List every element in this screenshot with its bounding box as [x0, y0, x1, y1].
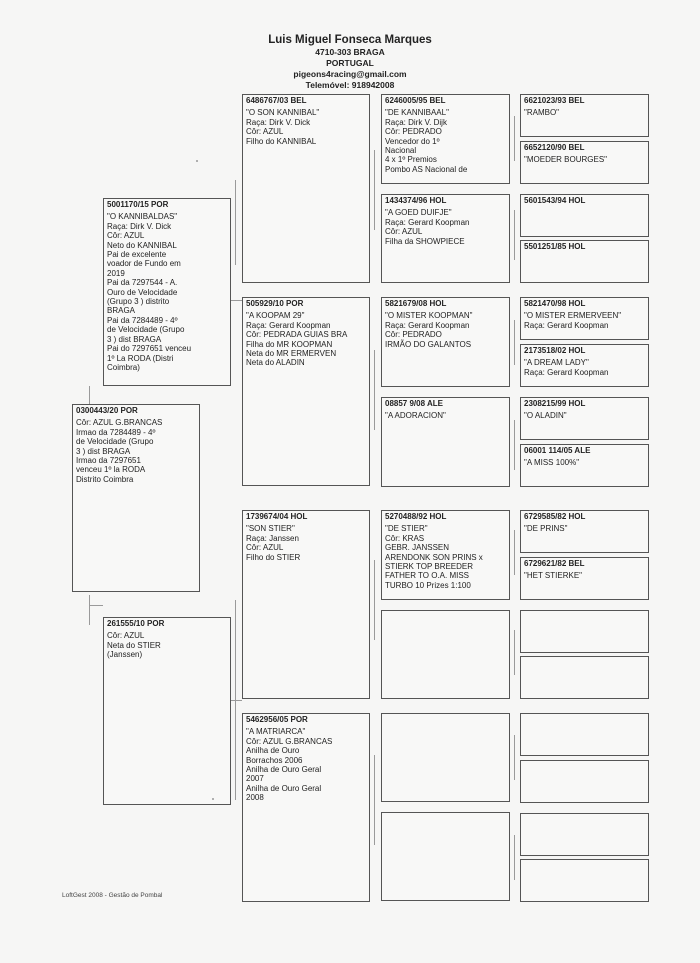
info-line: "O ALADIN" — [524, 411, 567, 421]
breeder-name: Luis Miguel Fonseca Marques — [268, 34, 432, 46]
info-line: Filha da SHOWPIECE — [385, 236, 465, 246]
ring-number: 2173518/02 HOL — [524, 346, 586, 355]
info-line: (Janssen) — [107, 650, 143, 660]
info-line: Neta do MR ERMERVEN — [246, 349, 337, 359]
info-line: "O KANNIBALDAS" — [107, 212, 178, 222]
ring-number: 505929/10 POR — [246, 299, 304, 308]
info-line: "O SON KANNIBAL" — [246, 108, 320, 118]
info-line: Côr: AZUL — [246, 543, 284, 553]
info-line: Pombo AS Nacional de — [385, 164, 468, 174]
pedigree-gen5-box-empty — [520, 760, 649, 803]
breeder-address: 4710-303 BRAGA — [315, 47, 385, 57]
info-line: "A GOED DUIFJE" — [385, 208, 452, 218]
ring-number: 1434374/96 HOL — [385, 196, 447, 205]
info-line: Pai do 7297651 venceu — [107, 344, 192, 354]
info-line: Côr: AZUL — [107, 231, 145, 241]
ring-number: 6621023/93 BEL — [524, 96, 585, 105]
info-line: Raça: Gerard Koopman — [524, 320, 609, 330]
info-line: Côr: AZUL — [385, 227, 423, 237]
info-line: ARENDONK SON PRINS x — [385, 552, 483, 562]
info-line: Raça: Gerard Koopman — [246, 320, 331, 330]
connector-line — [514, 420, 515, 470]
ring-number: 6652120/90 BEL — [524, 143, 585, 152]
info-line: BRAGA — [107, 306, 136, 316]
ring-number: 5270488/92 HOL — [385, 512, 447, 521]
connector-line — [514, 320, 515, 365]
pedigree-gen5-box — [520, 194, 649, 237]
info-line: Raça: Janssen — [246, 533, 299, 543]
pedigree-gen4-box-empty — [381, 713, 510, 802]
info-line: Distrito Coimbra — [76, 474, 134, 484]
ring-number: 08857 9/08 ALE — [385, 399, 443, 408]
ring-number: 6729621/82 BEL — [524, 559, 585, 568]
info-line: "RAMBO" — [524, 108, 560, 118]
ring-number: 5462956/05 POR — [246, 715, 308, 724]
info-line: Anilha de Ouro — [246, 746, 300, 756]
pedigree-gen5-box — [520, 397, 649, 440]
info-line: Pai da 7297544 - A. — [107, 278, 178, 288]
info-line: Côr: PEDRADA GUIAS BRA — [246, 330, 348, 340]
info-line: Irmao da 7284489 - 4º — [76, 427, 156, 437]
ring-number: 5601543/94 HOL — [524, 196, 586, 205]
pedigree-maternal-grandfather — [242, 510, 370, 699]
pedigree-gen5-box-empty — [520, 859, 649, 902]
pedigree-gen5-box — [520, 510, 649, 553]
ring-number: 06001 114/05 ALE — [524, 446, 591, 455]
ring-number: 0300443/20 POR — [76, 406, 138, 415]
info-line: "DE PRINS" — [524, 524, 568, 534]
pedigree-gen5-box-empty — [520, 813, 649, 856]
info-line: "O MISTER KOOPMAN" — [385, 311, 473, 321]
scan-speck — [212, 798, 214, 800]
info-line: de Velocidade (Grupo — [76, 437, 154, 447]
info-line: Filho do KANNIBAL — [246, 136, 317, 146]
info-line: "A MISS 100%" — [524, 458, 580, 468]
pedigree-gen4-box — [381, 94, 510, 184]
info-line: Filha do MR KOOPMAN — [246, 339, 333, 349]
info-line: "DE STIER" — [385, 524, 428, 534]
info-line: Neto do KANNIBAL — [107, 240, 177, 250]
connector-line — [374, 755, 375, 845]
connector-line — [89, 595, 90, 625]
info-line: "SON STIER" — [246, 524, 295, 534]
info-line: IRMÃO DO GALANTOS — [385, 339, 472, 349]
info-line: Coimbra) — [107, 362, 140, 372]
pedigree-gen4-box-empty — [381, 812, 510, 901]
connector-line — [514, 530, 515, 575]
info-line: "O MISTER ERMERVEEN" — [524, 311, 622, 321]
info-line: de Velocidade (Grupo — [107, 325, 185, 335]
info-line: Borrachos 2006 — [246, 755, 303, 765]
info-line: Filho do STIER — [246, 552, 301, 562]
ring-number: 5821679/08 HOL — [385, 299, 447, 308]
info-line: Côr: AZUL G.BRANCAS — [76, 418, 163, 428]
ring-number: 6246005/95 BEL — [385, 96, 446, 105]
info-line: Côr: PEDRADO — [385, 330, 442, 340]
pedigree-maternal-grandmother — [242, 713, 370, 902]
pedigree-gen5-box — [520, 344, 649, 387]
pedigree-paternal-grandfather — [242, 94, 370, 283]
pedigree-gen4-box — [381, 397, 510, 487]
info-line: Côr: AZUL G.BRANCAS — [246, 736, 333, 746]
info-line: Côr: KRAS — [385, 533, 425, 543]
pedigree-gen5-box-empty — [520, 713, 649, 756]
info-line: "A MATRIARCA" — [246, 727, 306, 737]
info-line: Raça: Gerard Koopman — [385, 217, 470, 227]
info-line: TURBO 10 Prizes 1:100 — [385, 580, 471, 590]
pedigree-gen5-box — [520, 240, 649, 283]
info-line: 2019 — [107, 268, 125, 278]
info-line: Neta do ALADIN — [246, 358, 305, 368]
pedigree-gen5-box-empty — [520, 656, 649, 699]
info-line: voador de Fundo em — [107, 259, 181, 269]
breeder-country: PORTUGAL — [326, 58, 374, 68]
connector-line — [514, 630, 515, 675]
info-line: (Grupo 3 ) distrito — [107, 297, 170, 307]
info-line: Côr: AZUL — [107, 631, 145, 641]
pedigree-gen5-box-empty — [520, 610, 649, 653]
info-line: 2008 — [246, 793, 264, 803]
info-line: FATHER TO O.A. MISS — [385, 571, 470, 581]
breeder-header — [0, 33, 700, 91]
info-line: "A KOOPAM 29" — [246, 311, 305, 321]
pedigree-gen4-box-empty — [381, 610, 510, 699]
scan-speck — [196, 160, 198, 162]
info-line: venceu 1º la RODA — [76, 465, 146, 475]
connector-line — [514, 210, 515, 260]
info-line: Raça: Gerard Koopman — [524, 367, 609, 377]
breeder-phone: Telemóvel: 918942008 — [305, 80, 395, 90]
ring-number: 5501251/85 HOL — [524, 242, 586, 251]
connector-line — [514, 116, 515, 161]
pedigree-gen4-box — [381, 194, 510, 283]
info-line: "DE KANNIBAAL" — [385, 108, 449, 118]
pedigree-gen5-box — [520, 94, 649, 137]
connector-line — [231, 700, 242, 701]
ring-number: 2308215/99 HOL — [524, 399, 586, 408]
pedigree-gen5-box — [520, 141, 649, 184]
info-line: "MOEDER BOURGES" — [524, 155, 608, 165]
info-line: Nacional — [385, 146, 417, 156]
info-line: 1º La RODA (Distri — [107, 353, 174, 363]
info-line: Raça: Dirk V. Dick — [246, 117, 311, 127]
info-line: "A DREAM LADY" — [524, 358, 589, 368]
ring-number: 1739674/04 HOL — [246, 512, 308, 521]
pedigree-gen5-box — [520, 557, 649, 600]
info-line: Irmao da 7297651 — [76, 456, 141, 466]
connector-line — [374, 560, 375, 640]
info-line: Anilha de Ouro Geral — [246, 783, 322, 793]
info-line: Pai de excelente — [107, 250, 167, 260]
pedigree-gen5-box — [520, 297, 649, 340]
connector-line — [374, 150, 375, 230]
info-line: Vencedor do 1º — [385, 136, 440, 146]
ring-number: 5821470/98 HOL — [524, 299, 586, 308]
pedigree-gen5-box — [520, 444, 649, 487]
connector-line — [235, 180, 236, 265]
info-line: Pai da 7284489 - 4º — [107, 315, 178, 325]
breeder-email: pigeons4racing@gmail.com — [293, 69, 407, 79]
info-line: Raça: Dirk V. Dick — [107, 221, 172, 231]
info-line: "A ADORACION" — [385, 411, 446, 421]
connector-line — [514, 735, 515, 780]
info-line: Anilha de Ouro Geral — [246, 765, 322, 775]
info-line: 4 x 1º Premios — [385, 155, 437, 165]
connector-line — [89, 386, 90, 406]
ring-number: 5001170/15 POR — [107, 200, 169, 209]
info-line: Neta do STIER — [107, 640, 161, 650]
pedigree-gen4-box — [381, 510, 510, 600]
info-line: Côr: AZUL — [246, 127, 284, 137]
connector-line — [231, 300, 242, 301]
pedigree-main-pigeon — [72, 404, 200, 592]
footer-text: LoftGest 2008 - Gestão de Pombal — [62, 892, 163, 899]
connector-line — [514, 835, 515, 880]
connector-line — [374, 350, 375, 430]
info-line: Ouro de Velocidade — [107, 287, 178, 297]
pedigree-paternal-grandmother — [242, 297, 370, 486]
ring-number: 261555/10 POR — [107, 619, 165, 628]
connector-line — [89, 605, 103, 606]
ring-number: 6729585/82 HOL — [524, 512, 586, 521]
info-line: Côr: PEDRADO — [385, 127, 442, 137]
info-line: STIERK TOP BREEDER — [385, 562, 474, 572]
info-line: GEBR. JANSSEN — [385, 543, 450, 553]
pedigree-gen4-box — [381, 297, 510, 387]
info-line: "HET STIERKE" — [524, 571, 582, 581]
info-line: 2007 — [246, 774, 264, 784]
pedigree-father — [103, 198, 231, 386]
info-line: 3 ) dist BRAGA — [76, 446, 131, 456]
info-line: Raça: Gerard Koopman — [385, 320, 470, 330]
pedigree-mother — [103, 617, 231, 805]
info-line: Raça: Dirk V. Dijk — [385, 117, 447, 127]
info-line: 3 ) dist BRAGA — [107, 334, 162, 344]
ring-number: 6486767/03 BEL — [246, 96, 307, 105]
